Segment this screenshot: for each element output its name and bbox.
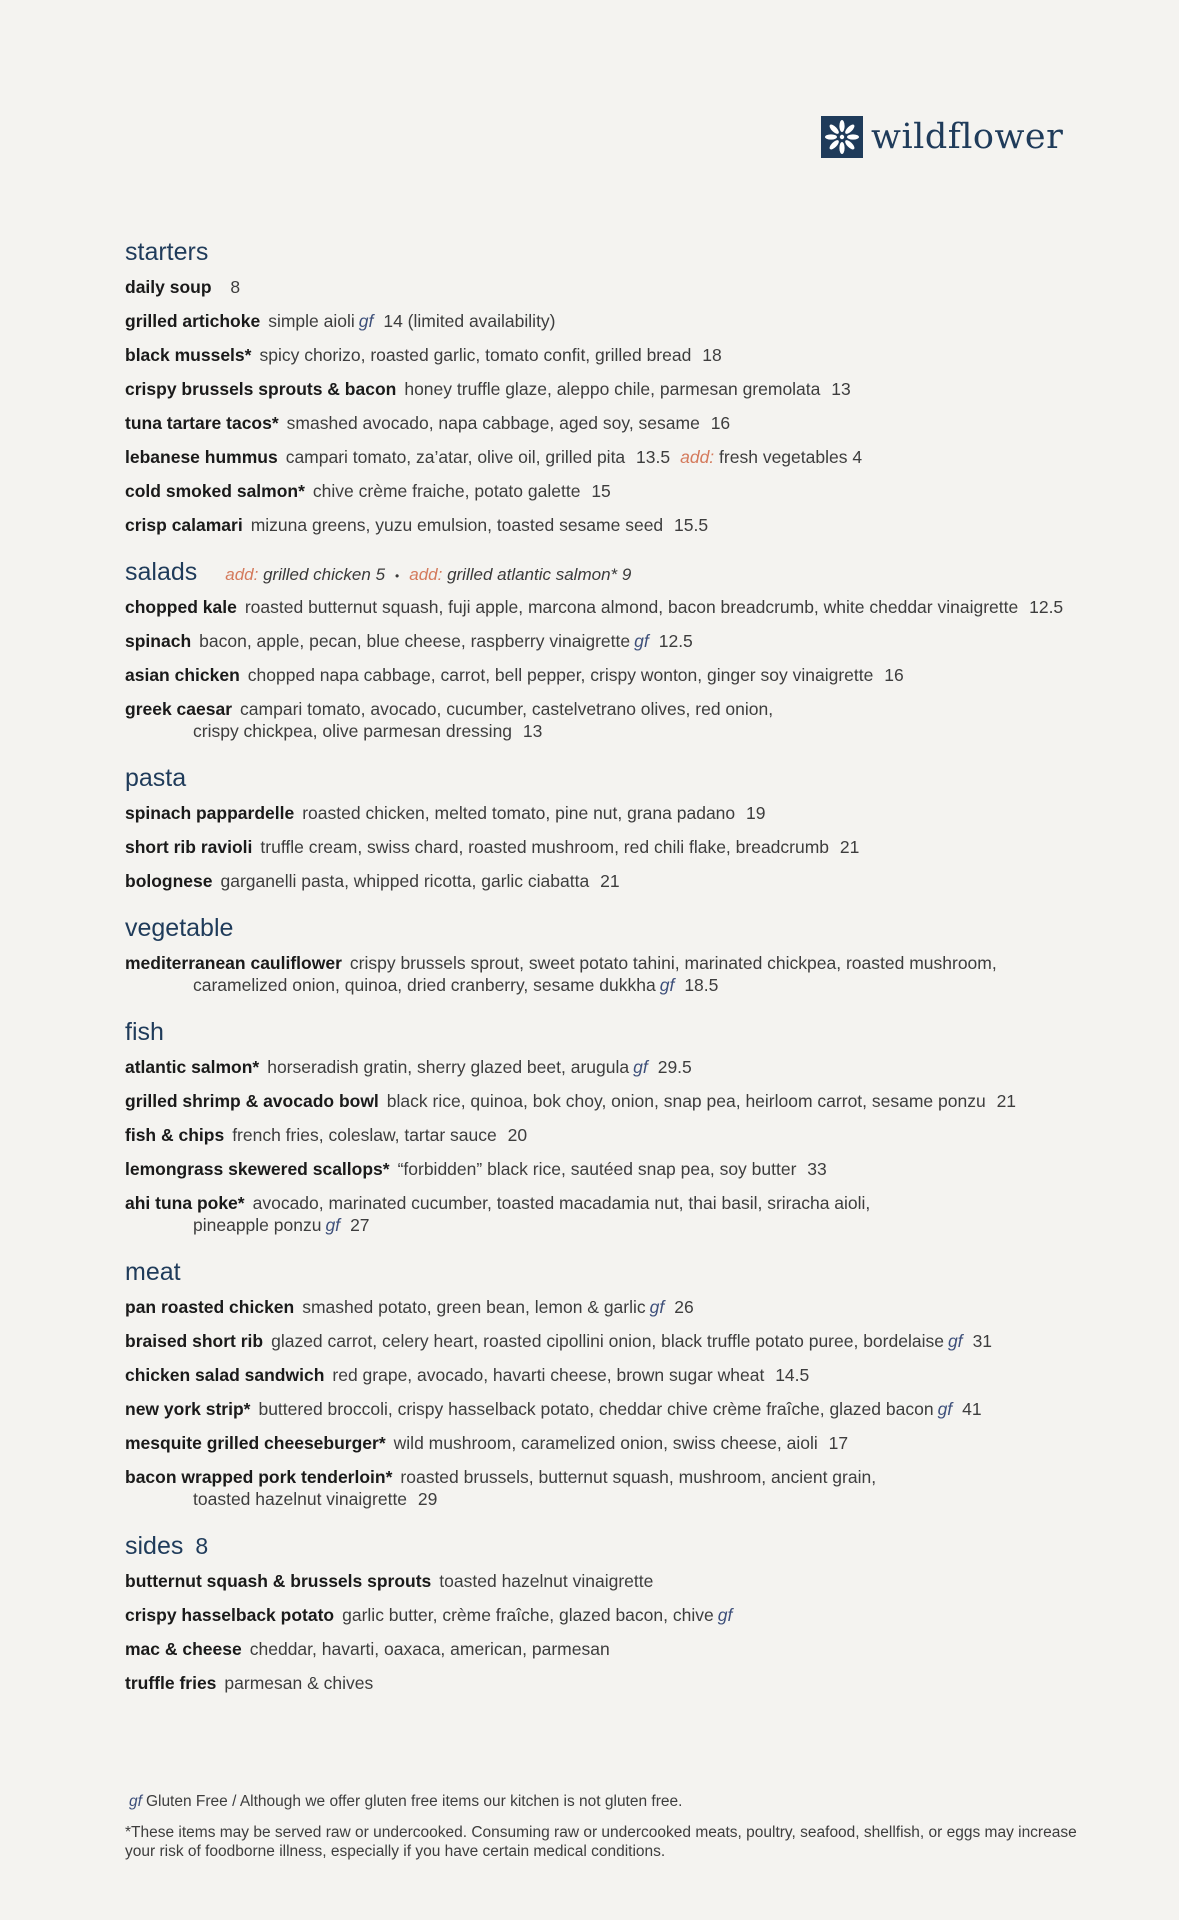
item-name: grilled artichoke [125,311,261,331]
menu-item [125,1158,1125,1180]
item-description: smashed potato, green bean, lemon & garlic [302,1297,646,1317]
menu-item [125,1432,1125,1454]
menu-item [125,1364,1125,1386]
section-heading [125,230,1125,274]
gf-mark: gf [659,975,675,995]
item-price: 14 (limited availability) [383,311,556,331]
item-description: black rice, quinoa, bok choy, onion, snap pea, heirloom carrot, sesame ponzu [386,1091,986,1111]
item-name: spinach [125,631,192,651]
gf-mark: gf [633,1057,648,1077]
menu-section-starters [125,230,1125,536]
item-name: chicken salad sandwich [125,1365,325,1385]
item-name: mac & cheese [125,1639,242,1659]
item-price: 13 [522,721,543,741]
item-name: ahi tuna poke* [125,1193,245,1213]
item-name: bolognese [125,871,213,891]
item-description: garganelli pasta, whipped ricotta, garlic ciabatta [220,871,590,891]
section-heading [125,550,1125,594]
item-description: french fries, coleslaw, tartar sauce [232,1125,497,1145]
menu-item [125,664,1125,686]
item-price: 21 [600,871,620,891]
section-heading [125,756,1125,800]
item-description: roasted chicken, melted tomato, pine nut, grana padano [302,803,736,823]
item-description-continued [125,1488,1125,1510]
item-price: 16 [710,413,731,433]
section-title: meat [125,1258,181,1286]
item-name: crispy brussels sprouts & bacon [125,379,397,399]
section-price: 8 [195,1533,209,1559]
item-price: 31 [972,1331,993,1351]
menu-section-salads [125,550,1125,742]
item-addon [680,447,862,467]
item-price: 21 [996,1091,1017,1111]
item-description: parmesan & chives [224,1673,374,1693]
section-title: sides [125,1532,184,1560]
menu-item [125,1296,1125,1318]
item-description: wild mushroom, caramelized onion, swiss cheese, aioli [393,1433,818,1453]
menu-item [125,1638,1125,1660]
item-price: 16 [884,665,904,685]
flower-icon [821,116,863,158]
item-description-cont: caramelized onion, quinoa, dried cranberry, sesame dukkha [193,975,656,995]
item-name: lebanese hummus [125,447,278,467]
item-description: garlic butter, crème fraîche, glazed bacon, chive [342,1605,714,1625]
item-description-continued [125,720,1125,742]
menu-item [125,1056,1125,1078]
addon-separator: • [395,569,400,583]
item-description: avocado, marinated cucumber, toasted macadamia nut, thai basil, sriracha aioli, [252,1193,871,1213]
raw-disclaimer: *These items may be served raw or undercooked. Consuming raw or undercooked meats, poultry, seafood, shellfish, or eggs may increase your risk of foodborne illness, especially if you have certain medical conditions. [125,1824,1077,1860]
item-price: 12.5 [1029,597,1064,617]
item-price: 20 [507,1125,528,1145]
item-description: roasted butternut squash, fuji apple, marcona almond, bacon breadcrumb, white cheddar vinaigrette [244,597,1019,617]
brand-logo [821,116,1063,158]
gf-mark: gf [649,1297,665,1317]
menu-item [125,1398,1125,1420]
item-name: atlantic salmon* [125,1057,260,1077]
item-name: daily soup [125,277,212,297]
menu-item [125,514,1125,536]
item-name: grilled shrimp & avocado bowl [125,1091,379,1111]
item-price: 13 [831,379,851,399]
item-description: campari tomato, za’atar, olive oil, grilled pita [285,447,626,467]
gf-mark: gf [947,1331,963,1351]
addon-price: 9 [621,565,632,584]
item-name: greek caesar [125,699,233,719]
item-name: new york strip* [125,1399,251,1419]
item-price: 15.5 [674,515,709,535]
item-price: 26 [674,1297,694,1317]
menu-item [125,1570,1125,1592]
item-name: truffle fries [125,1673,217,1693]
item-description: cheddar, havarti, oaxaca, american, parmesan [249,1639,610,1659]
menu-item [125,310,1125,332]
menu-item [125,1330,1125,1352]
item-price: 17 [828,1433,849,1453]
item-description: “forbidden” black rice, sautéed snap pea, soy butter [397,1159,797,1179]
menu-item [125,698,1125,742]
section-title: salads [125,558,198,586]
item-description-cont: crispy chickpea, olive parmesan dressing [193,721,513,741]
item-name: pan roasted chicken [125,1297,295,1317]
item-description: glazed carrot, celery heart, roasted cipollini onion, black truffle potato puree, bordelaise [271,1331,944,1351]
menu-body [125,230,1125,1708]
addon-text: grilled atlantic salmon* [447,565,618,584]
menu-item [125,630,1125,652]
item-description: honey truffle glaze, aleppo chile, parmesan gremolata [404,379,821,399]
item-name: crisp calamari [125,515,243,535]
item-name: crispy hasselback potato [125,1605,335,1625]
item-description: mizuna greens, yuzu emulsion, toasted sesame seed [250,515,664,535]
menu-item [125,480,1125,502]
item-price: 27 [350,1215,370,1235]
section-addons [225,553,631,598]
menu-item [125,870,1125,892]
item-price: 29.5 [657,1057,692,1077]
item-description: toasted hazelnut vinaigrette [439,1571,654,1591]
item-description: truffle cream, swiss chard, roasted mushroom, red chili flake, breadcrumb [260,837,830,857]
gf-mark: gf [129,1793,142,1810]
menu-item [125,1672,1125,1694]
addon-label: add: [409,565,443,584]
gf-mark: gf [937,1399,953,1419]
menu-item [125,276,1125,298]
gf-mark: gf [325,1215,341,1235]
item-price: 8 [230,277,241,297]
menu-item [125,596,1125,618]
item-description: bacon, apple, pecan, blue cheese, raspberry vinaigrette [199,631,631,651]
section-title: vegetable [125,914,234,942]
item-price: 33 [807,1159,827,1179]
item-description-cont: pineapple ponzu [193,1215,322,1235]
menu-item [125,344,1125,366]
item-name: mediterranean cauliflower [125,953,342,973]
menu-item [125,836,1125,858]
section-title: starters [125,238,209,266]
addon-price: 5 [375,565,386,584]
item-price: 41 [962,1399,982,1419]
item-name: asian chicken [125,665,240,685]
item-description: crispy brussels sprout, sweet potato tahini, marinated chickpea, roasted mushroom, [349,953,997,973]
item-price: 15 [591,481,611,501]
menu-item [125,1466,1125,1510]
item-description: chive crème fraiche, potato galette [312,481,581,501]
menu-item [125,802,1125,824]
menu-item [125,1124,1125,1146]
item-description: chopped napa cabbage, carrot, bell pepper, crispy wonton, ginger soy vinaigrette [247,665,874,685]
item-price: 19 [746,803,766,823]
item-price: 29 [417,1489,438,1509]
addon-text: fresh vegetables [719,447,848,467]
gf-mark: gf [717,1605,733,1625]
section-heading [125,1010,1125,1054]
item-description: buttered broccoli, crispy hasselback potato, cheddar chive crème fraîche, glazed bacon [258,1399,934,1419]
addon-price: 4 [852,447,863,467]
menu-item [125,1604,1125,1626]
menu-item [125,378,1125,400]
gf-note-text: Gluten Free / Although we offer gluten free items our kitchen is not gluten free. [145,1793,683,1810]
addon-text: grilled chicken [263,565,371,584]
item-price: 13.5 [636,447,671,467]
menu-section-meat [125,1250,1125,1510]
item-name: chopped kale [125,597,237,617]
menu-footer [125,1792,1085,1873]
menu-item [125,446,1125,468]
item-description: horseradish gratin, sherry glazed beet, arugula [267,1057,630,1077]
menu-section-sides [125,1524,1125,1694]
item-description-cont: toasted hazelnut vinaigrette [193,1489,408,1509]
item-name: cold smoked salmon* [125,481,305,501]
menu-section-vegetable [125,906,1125,996]
gf-note [125,1792,1085,1811]
gf-mark: gf [634,631,649,651]
item-price: 12.5 [658,631,693,651]
menu-item [125,1192,1125,1236]
item-price: 21 [839,837,860,857]
item-description: red grape, avocado, havarti cheese, brown sugar wheat [332,1365,765,1385]
item-description: simple aioli [268,311,355,331]
item-description: roasted brussels, butternut squash, mushroom, ancient grain, [400,1467,877,1487]
section-heading [125,1524,1125,1568]
section-heading [125,906,1125,950]
item-name: tuna tartare tacos* [125,413,279,433]
addon-label: add: [680,447,715,467]
section-heading [125,1250,1125,1294]
section-title: fish [125,1018,164,1046]
menu-item [125,1090,1125,1112]
item-name: butternut squash & brussels sprouts [125,1571,432,1591]
item-description-continued [125,1214,1125,1236]
menu-item [125,952,1125,996]
item-name: black mussels* [125,345,252,365]
item-price: 18 [702,345,722,365]
gf-mark: gf [358,311,374,331]
item-description: smashed avocado, napa cabbage, aged soy, sesame [286,413,700,433]
brand-name: wildflower [871,117,1064,157]
item-price: 14.5 [775,1365,810,1385]
item-name: bacon wrapped pork tenderloin* [125,1467,393,1487]
item-name: braised short rib [125,1331,264,1351]
section-title: pasta [125,764,187,792]
item-name: spinach pappardelle [125,803,295,823]
item-description-continued [125,974,1125,996]
item-description: spicy chorizo, roasted garlic, tomato confit, grilled bread [259,345,692,365]
item-name: short rib ravioli [125,837,253,857]
item-name: lemongrass skewered scallops* [125,1159,390,1179]
menu-section-fish [125,1010,1125,1236]
item-price: 18.5 [684,975,719,995]
addon-label: add: [225,565,259,584]
item-name: mesquite grilled cheeseburger* [125,1433,386,1453]
menu-item [125,412,1125,434]
menu-section-pasta [125,756,1125,892]
item-description: campari tomato, avocado, cucumber, castelvetrano olives, red onion, [240,699,774,719]
item-name: fish & chips [125,1125,225,1145]
